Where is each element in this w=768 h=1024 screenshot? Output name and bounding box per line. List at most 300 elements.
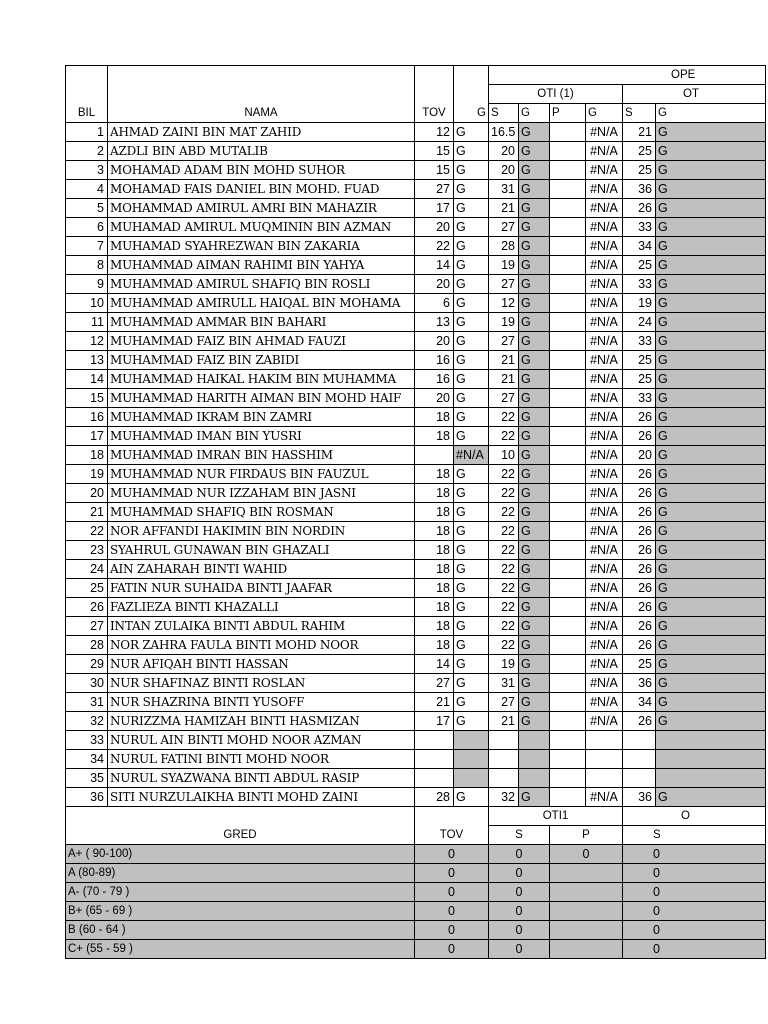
student-bil: 27 <box>66 617 108 636</box>
student-tov: 18 <box>415 503 454 522</box>
student-tov: 27 <box>415 674 454 693</box>
student-tov-grade: G <box>454 256 489 275</box>
student-bil: 8 <box>66 256 108 275</box>
student-name: AHMAD ZAINI BIN MAT ZAHID <box>108 123 415 142</box>
student-oti1-p <box>550 712 586 731</box>
student-oti1-s-grade: G <box>519 541 550 560</box>
student-bil: 36 <box>66 788 108 807</box>
grade-oti1-p-count <box>550 864 623 883</box>
student-oti1-s: 31 <box>489 674 519 693</box>
student-name: MUHAMMAD IMRAN BIN HASSHIM <box>108 446 415 465</box>
student-oti2-s: 34 <box>623 693 656 712</box>
student-oti2-s-grade: G <box>656 294 766 313</box>
student-oti2-s: 26 <box>623 427 656 446</box>
student-oti2-s: 33 <box>623 218 656 237</box>
student-oti2-s: 21 <box>623 123 656 142</box>
student-name: MUHAMMAD NUR IZZAHAM BIN JASNI <box>108 484 415 503</box>
student-oti1-s: 27 <box>489 332 519 351</box>
student-oti1-s: 22 <box>489 541 519 560</box>
student-oti2-s <box>623 731 656 750</box>
grade-row <box>66 940 766 959</box>
student-tov: 20 <box>415 332 454 351</box>
student-bil: 31 <box>66 693 108 712</box>
student-bil: 17 <box>66 427 108 446</box>
student-row <box>66 598 766 617</box>
grade-row <box>66 902 766 921</box>
student-oti2-s-grade: G <box>656 446 766 465</box>
student-row <box>66 294 766 313</box>
student-oti2-s-grade: G <box>656 579 766 598</box>
student-oti1-p-grade <box>586 750 623 769</box>
header-g: G <box>454 104 489 123</box>
grade-oti1-p-count <box>550 921 623 940</box>
student-oti1-p-grade: #N/A <box>586 218 623 237</box>
student-tov-grade: G <box>454 389 489 408</box>
student-oti2-s-grade: G <box>656 427 766 446</box>
student-oti1-s-grade <box>519 750 550 769</box>
student-row <box>66 237 766 256</box>
summary-s2: S <box>623 826 766 845</box>
student-name: MOHAMAD ADAM BIN MOHD SUHOR <box>108 161 415 180</box>
header-row-1 <box>66 66 766 85</box>
student-oti1-s-grade: G <box>519 579 550 598</box>
student-tov: 15 <box>415 142 454 161</box>
student-oti2-s: 26 <box>623 712 656 731</box>
student-row <box>66 560 766 579</box>
student-oti1-p <box>550 389 586 408</box>
student-name: NURIZZMA HAMIZAH BINTI HASMIZAN <box>108 712 415 731</box>
student-oti2-s: 25 <box>623 256 656 275</box>
student-row <box>66 351 766 370</box>
student-oti2-s-grade: G <box>656 674 766 693</box>
student-tov: 18 <box>415 408 454 427</box>
student-name: MUHAMMAD AMIRULL HAIQAL BIN MOHAMA <box>108 294 415 313</box>
student-name: SITI NURZULAIKHA BINTI MOHD ZAINI <box>108 788 415 807</box>
student-tov-grade: G <box>454 503 489 522</box>
grade-row <box>66 883 766 902</box>
student-tov: 17 <box>415 199 454 218</box>
student-name: NOR AFFANDI HAKIMIN BIN NORDIN <box>108 522 415 541</box>
grade-tov-count: 0 <box>415 864 489 883</box>
student-row <box>66 788 766 807</box>
student-oti1-p-grade: #N/A <box>586 256 623 275</box>
grade-row <box>66 864 766 883</box>
student-row <box>66 275 766 294</box>
student-tov: 18 <box>415 617 454 636</box>
student-bil: 29 <box>66 655 108 674</box>
student-name: MUHAMMAD IMAN BIN YUSRI <box>108 427 415 446</box>
student-row <box>66 218 766 237</box>
student-row <box>66 655 766 674</box>
student-oti1-s-grade: G <box>519 408 550 427</box>
student-oti2-s: 26 <box>623 579 656 598</box>
student-tov: 16 <box>415 370 454 389</box>
student-tov: 18 <box>415 427 454 446</box>
grade-oti2-s-count: 0 <box>623 845 766 864</box>
student-oti1-s: 27 <box>489 693 519 712</box>
student-oti1-s: 22 <box>489 636 519 655</box>
student-name: MUHAMMAD AMMAR BIN BAHARI <box>108 313 415 332</box>
student-name: MUHAMMAD FAIZ BIN AHMAD FAUZI <box>108 332 415 351</box>
student-oti2-s: 25 <box>623 161 656 180</box>
student-name: NUR AFIQAH BINTI HASSAN <box>108 655 415 674</box>
student-bil: 34 <box>66 750 108 769</box>
header-sg: G <box>519 104 550 123</box>
student-bil: 1 <box>66 123 108 142</box>
student-oti1-s-grade: G <box>519 256 550 275</box>
student-oti2-s: 36 <box>623 674 656 693</box>
student-oti1-s-grade: G <box>519 712 550 731</box>
student-oti2-s: 25 <box>623 142 656 161</box>
grade-label: B+ (65 - 69 ) <box>66 902 415 921</box>
header-bil: BIL <box>66 104 108 123</box>
grade-row <box>66 845 766 864</box>
student-oti1-p-grade: #N/A <box>586 313 623 332</box>
student-row <box>66 465 766 484</box>
student-oti2-s: 26 <box>623 598 656 617</box>
student-bil: 16 <box>66 408 108 427</box>
student-name: MUHAMMAD AMIRUL SHAFIQ BIN ROSLI <box>108 275 415 294</box>
student-oti2-s-grade: G <box>656 199 766 218</box>
student-oti1-p <box>550 275 586 294</box>
student-tov: 21 <box>415 693 454 712</box>
student-oti2-s: 24 <box>623 313 656 332</box>
student-oti1-p <box>550 788 586 807</box>
student-oti1-s-grade: G <box>519 522 550 541</box>
student-tov: 14 <box>415 256 454 275</box>
student-oti1-s-grade <box>519 769 550 788</box>
student-oti1-s: 19 <box>489 256 519 275</box>
student-name: AIN ZAHARAH BINTI WAHID <box>108 560 415 579</box>
student-tov-grade: G <box>454 617 489 636</box>
grade-oti1-p-count: 0 <box>550 845 623 864</box>
student-oti1-p-grade: #N/A <box>586 123 623 142</box>
student-oti1-s: 22 <box>489 503 519 522</box>
student-name: SYAHRUL GUNAWAN BIN GHAZALI <box>108 541 415 560</box>
student-tov: 18 <box>415 579 454 598</box>
student-oti1-s-grade: G <box>519 503 550 522</box>
student-oti1-s: 21 <box>489 712 519 731</box>
student-name: MUHAMMAD IKRAM BIN ZAMRI <box>108 408 415 427</box>
student-oti1-s: 27 <box>489 275 519 294</box>
student-name: NURUL AIN BINTI MOHD NOOR AZMAN <box>108 731 415 750</box>
student-oti1-p <box>550 598 586 617</box>
student-oti2-s-grade <box>656 731 766 750</box>
student-oti1-s: 16.5 <box>489 123 519 142</box>
student-oti2-s-grade: G <box>656 332 766 351</box>
student-tov-grade <box>454 750 489 769</box>
grade-oti1-p-count <box>550 902 623 921</box>
student-row <box>66 123 766 142</box>
student-tov <box>415 446 454 465</box>
student-name: NURUL SYAZWANA BINTI ABDUL RASIP <box>108 769 415 788</box>
student-oti1-p-grade: #N/A <box>586 522 623 541</box>
student-oti1-p-grade: #N/A <box>586 484 623 503</box>
student-bil: 6 <box>66 218 108 237</box>
student-oti1-s: 21 <box>489 351 519 370</box>
student-oti1-p-grade: #N/A <box>586 788 623 807</box>
student-row <box>66 446 766 465</box>
student-oti1-s: 20 <box>489 161 519 180</box>
student-oti1-s <box>489 750 519 769</box>
student-oti2-s: 26 <box>623 560 656 579</box>
student-oti1-s: 32 <box>489 788 519 807</box>
student-oti1-s: 22 <box>489 522 519 541</box>
summary-p: P <box>550 826 623 845</box>
student-oti1-p-grade <box>586 769 623 788</box>
student-tov: 18 <box>415 465 454 484</box>
student-tov-grade: G <box>454 237 489 256</box>
student-oti1-p-grade: #N/A <box>586 503 623 522</box>
student-tov-grade: G <box>454 332 489 351</box>
summary-table <box>65 807 766 959</box>
student-oti2-s-grade: G <box>656 313 766 332</box>
student-tov-grade: G <box>454 351 489 370</box>
student-tov-grade: G <box>454 712 489 731</box>
student-oti1-p <box>550 693 586 712</box>
student-tov-grade: G <box>454 655 489 674</box>
student-oti1-s: 27 <box>489 389 519 408</box>
student-oti1-p-grade: #N/A <box>586 598 623 617</box>
student-oti1-s <box>489 731 519 750</box>
summary-header-row-2 <box>66 826 766 845</box>
student-oti1-p-grade <box>586 731 623 750</box>
student-oti1-s <box>489 769 519 788</box>
student-name: MUHAMAD SYAHREZWAN BIN ZAKARIA <box>108 237 415 256</box>
student-name: MUHAMMAD AIMAN RAHIMI BIN YAHYA <box>108 256 415 275</box>
student-oti2-s-grade: G <box>656 788 766 807</box>
student-oti1-s: 22 <box>489 617 519 636</box>
student-oti1-p <box>550 427 586 446</box>
student-oti1-s-grade: G <box>519 123 550 142</box>
student-oti1-s: 28 <box>489 237 519 256</box>
grade-oti1-p-count <box>550 940 623 959</box>
student-oti1-s-grade: G <box>519 484 550 503</box>
student-oti2-s-grade <box>656 750 766 769</box>
student-oti1-p-grade: #N/A <box>586 636 623 655</box>
student-oti1-s-grade: G <box>519 199 550 218</box>
student-bil: 35 <box>66 769 108 788</box>
student-oti2-s: 26 <box>623 465 656 484</box>
header-p: P <box>550 104 586 123</box>
student-tov: 15 <box>415 161 454 180</box>
student-tov-grade: G <box>454 598 489 617</box>
student-oti1-p <box>550 313 586 332</box>
student-oti2-s-grade: G <box>656 408 766 427</box>
student-oti2-s-grade: G <box>656 180 766 199</box>
student-bil: 7 <box>66 237 108 256</box>
student-oti1-s: 21 <box>489 370 519 389</box>
student-oti2-s: 26 <box>623 408 656 427</box>
student-oti1-s-grade: G <box>519 560 550 579</box>
header-oti1: OTI (1) <box>489 85 623 104</box>
student-oti2-s: 26 <box>623 636 656 655</box>
student-name: INTAN ZULAIKA BINTI ABDUL RAHIM <box>108 617 415 636</box>
student-tov: 18 <box>415 522 454 541</box>
student-oti2-s-grade: G <box>656 522 766 541</box>
student-tov: 20 <box>415 218 454 237</box>
student-tov: 14 <box>415 655 454 674</box>
header-s2: S <box>623 104 656 123</box>
student-oti1-p <box>550 750 586 769</box>
grade-oti2-s-count: 0 <box>623 902 766 921</box>
student-oti2-s-grade: G <box>656 598 766 617</box>
student-tov-grade: G <box>454 427 489 446</box>
student-oti1-s: 21 <box>489 199 519 218</box>
student-tov: 20 <box>415 389 454 408</box>
header-row-3 <box>66 104 766 123</box>
student-tov: 12 <box>415 123 454 142</box>
student-oti1-p <box>550 560 586 579</box>
student-bil: 23 <box>66 541 108 560</box>
student-oti1-s-grade <box>519 731 550 750</box>
student-oti2-s-grade <box>656 769 766 788</box>
grade-tov-count: 0 <box>415 883 489 902</box>
student-oti1-p <box>550 541 586 560</box>
student-tov: 6 <box>415 294 454 313</box>
student-oti1-s-grade: G <box>519 446 550 465</box>
student-name: NURUL FATINI BINTI MOHD NOOR <box>108 750 415 769</box>
summary-o: O <box>623 807 766 826</box>
student-oti1-p <box>550 332 586 351</box>
student-name: FAZLIEZA BINTI KHAZALLI <box>108 598 415 617</box>
student-bil: 15 <box>66 389 108 408</box>
grade-oti2-s-count: 0 <box>623 921 766 940</box>
student-oti1-p-grade: #N/A <box>586 446 623 465</box>
student-oti1-p-grade: #N/A <box>586 427 623 446</box>
student-oti2-s <box>623 750 656 769</box>
student-oti1-s: 22 <box>489 427 519 446</box>
student-oti1-p <box>550 180 586 199</box>
header-tov: TOV <box>415 104 454 123</box>
student-oti2-s-grade: G <box>656 541 766 560</box>
grade-oti2-s-count: 0 <box>623 940 766 959</box>
student-tov-grade: G <box>454 788 489 807</box>
student-oti1-p <box>550 123 586 142</box>
student-bil: 11 <box>66 313 108 332</box>
student-oti1-s-grade: G <box>519 465 550 484</box>
student-oti1-p <box>550 655 586 674</box>
student-oti1-p <box>550 446 586 465</box>
student-oti2-s: 33 <box>623 389 656 408</box>
student-oti2-s: 34 <box>623 237 656 256</box>
student-oti1-p <box>550 199 586 218</box>
summary-tov: TOV <box>415 826 489 845</box>
student-row <box>66 332 766 351</box>
student-oti1-p <box>550 351 586 370</box>
student-name: MUHAMMAD HARITH AIMAN BIN MOHD HAIF <box>108 389 415 408</box>
student-name: MOHAMAD FAIS DANIEL BIN MOHD. FUAD <box>108 180 415 199</box>
student-oti1-p-grade: #N/A <box>586 712 623 731</box>
student-bil: 4 <box>66 180 108 199</box>
student-oti1-s-grade: G <box>519 218 550 237</box>
student-bil: 32 <box>66 712 108 731</box>
grade-label: A- (70 - 79 ) <box>66 883 415 902</box>
student-tov-grade: G <box>454 123 489 142</box>
student-oti2-s: 26 <box>623 199 656 218</box>
student-bil: 33 <box>66 731 108 750</box>
student-oti2-s-grade: G <box>656 142 766 161</box>
student-bil: 24 <box>66 560 108 579</box>
student-oti1-p-grade: #N/A <box>586 351 623 370</box>
student-oti2-s-grade: G <box>656 237 766 256</box>
student-oti2-s-grade: G <box>656 465 766 484</box>
student-oti1-p-grade: #N/A <box>586 655 623 674</box>
student-tov-grade: G <box>454 199 489 218</box>
student-oti2-s: 33 <box>623 275 656 294</box>
student-oti1-p-grade: #N/A <box>586 541 623 560</box>
student-oti1-p <box>550 769 586 788</box>
student-row <box>66 731 766 750</box>
student-row <box>66 408 766 427</box>
grade-label: C+ (55 - 59 ) <box>66 940 415 959</box>
student-oti1-p <box>550 142 586 161</box>
student-name: MUHAMMAD NUR FIRDAUS BIN FAUZUL <box>108 465 415 484</box>
student-row <box>66 503 766 522</box>
student-tov <box>415 750 454 769</box>
summary-s: S <box>489 826 550 845</box>
student-tov-grade: #N/A <box>454 446 489 465</box>
student-oti1-p-grade: #N/A <box>586 332 623 351</box>
summary-header-row-1 <box>66 807 766 826</box>
student-bil: 26 <box>66 598 108 617</box>
header-g2: G <box>656 104 766 123</box>
header-row-2 <box>66 85 766 104</box>
student-tov-grade: G <box>454 294 489 313</box>
student-tov: 18 <box>415 560 454 579</box>
summary-oti1: OTI1 <box>489 807 623 826</box>
student-tov-grade: G <box>454 484 489 503</box>
student-oti1-p <box>550 484 586 503</box>
grade-label: A (80-89) <box>66 864 415 883</box>
student-tov-grade: G <box>454 465 489 484</box>
student-tov-grade: G <box>454 370 489 389</box>
student-oti2-s-grade: G <box>656 503 766 522</box>
header-pg: G <box>586 104 623 123</box>
student-oti1-p-grade: #N/A <box>586 275 623 294</box>
student-oti1-s-grade: G <box>519 294 550 313</box>
student-oti1-s-grade: G <box>519 598 550 617</box>
student-row <box>66 712 766 731</box>
student-tov: 27 <box>415 180 454 199</box>
student-oti2-s: 20 <box>623 446 656 465</box>
student-oti2-s: 26 <box>623 503 656 522</box>
student-oti2-s-grade: G <box>656 560 766 579</box>
student-row <box>66 256 766 275</box>
student-name: MUHAMMAD HAIKAL HAKIM BIN MUHAMMA <box>108 370 415 389</box>
student-name: NOR ZAHRA FAULA BINTI MOHD NOOR <box>108 636 415 655</box>
student-bil: 19 <box>66 465 108 484</box>
student-oti2-s-grade: G <box>656 256 766 275</box>
student-oti2-s-grade: G <box>656 218 766 237</box>
student-oti1-s: 22 <box>489 408 519 427</box>
student-bil: 22 <box>66 522 108 541</box>
student-name: NUR SHAFINAZ BINTI ROSLAN <box>108 674 415 693</box>
student-oti2-s: 26 <box>623 617 656 636</box>
student-oti2-s <box>623 769 656 788</box>
student-name: NUR SHAZRINA BINTI YUSOFF <box>108 693 415 712</box>
student-oti2-s: 25 <box>623 370 656 389</box>
student-oti1-s: 22 <box>489 598 519 617</box>
student-oti1-s-grade: G <box>519 370 550 389</box>
student-oti1-s-grade: G <box>519 351 550 370</box>
student-tov-grade: G <box>454 541 489 560</box>
student-tov-grade <box>454 769 489 788</box>
student-row <box>66 636 766 655</box>
student-row <box>66 541 766 560</box>
student-oti1-p-grade: #N/A <box>586 579 623 598</box>
student-bil: 5 <box>66 199 108 218</box>
